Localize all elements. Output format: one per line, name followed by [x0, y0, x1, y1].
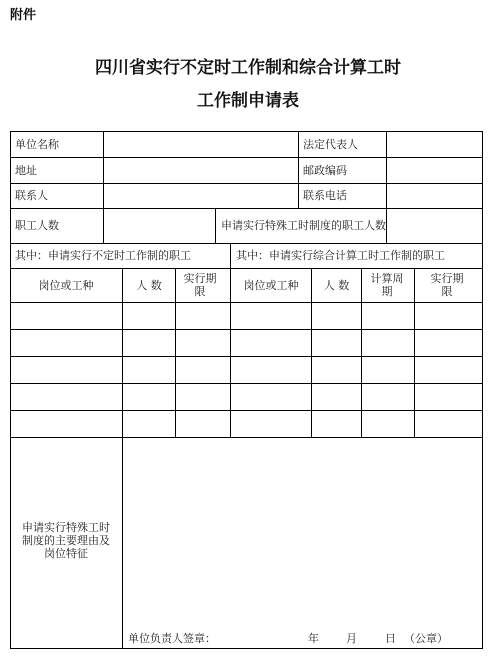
label-legal-rep: 法定代表人 — [303, 137, 358, 151]
col-header-calc-period: 计算周期 — [370, 272, 404, 298]
label-postcode: 邮政编码 — [303, 163, 347, 177]
attachment-label: 附件 — [10, 8, 37, 23]
unit-name-field[interactable] — [104, 131, 298, 157]
contact-field[interactable] — [104, 183, 298, 208]
row-divider — [10, 410, 483, 411]
col-header-post: 岗位或工种 — [38, 278, 94, 292]
phone-field[interactable] — [387, 183, 483, 208]
signer-label: 单位负责人签章： — [128, 632, 216, 645]
row-divider — [10, 329, 483, 330]
label-contact: 联系人 — [15, 189, 48, 202]
postcode-field[interactable] — [387, 157, 483, 183]
signature-month: 月 — [346, 632, 357, 645]
col-divider — [175, 268, 176, 437]
row-divider — [10, 356, 483, 357]
form-title-line-1: 四川省实行不定时工作制和综合计算工时 — [95, 58, 401, 78]
label-address: 地址 — [15, 163, 37, 177]
row-divider — [10, 302, 483, 303]
col-divider — [361, 268, 362, 437]
col-header-count-right: 人 数 — [323, 278, 350, 292]
group-nonfixed-hours: 其中：申请实行不定时工作制的职工 — [15, 249, 191, 262]
col-header-count: 人 数 — [136, 278, 162, 292]
staff-count-field[interactable] — [104, 208, 215, 243]
form-title-line-2: 工作制申请表 — [197, 91, 299, 111]
special-staff-field[interactable] — [387, 208, 483, 243]
col-divider — [414, 268, 415, 437]
reason-text-area[interactable] — [123, 438, 483, 623]
label-unit-name: 单位名称 — [15, 137, 59, 151]
signature-day: 日 — [385, 632, 396, 645]
legal-rep-field[interactable] — [387, 131, 483, 157]
address-field[interactable] — [104, 157, 298, 183]
label-staff-count: 职工人数 — [15, 219, 59, 232]
signature-year: 年 — [308, 632, 319, 645]
official-seal-label: （公章） — [404, 632, 448, 645]
label-phone: 联系电话 — [303, 189, 347, 202]
reason-label: 申请实行特殊工时制度的主要理由及岗位特征 — [22, 520, 110, 560]
row-divider — [10, 383, 483, 384]
col-header-period: 实行期限 — [183, 272, 217, 298]
col-header-period-right: 实行期限 — [430, 272, 464, 298]
col-header-post-right: 岗位或工种 — [243, 278, 299, 292]
label-special-staff: 申请实行特殊工时制度的职工人数 — [221, 219, 386, 232]
group-comprehensive-hours: 其中：申请实行综合计算工时工作制的职工 — [236, 249, 445, 262]
